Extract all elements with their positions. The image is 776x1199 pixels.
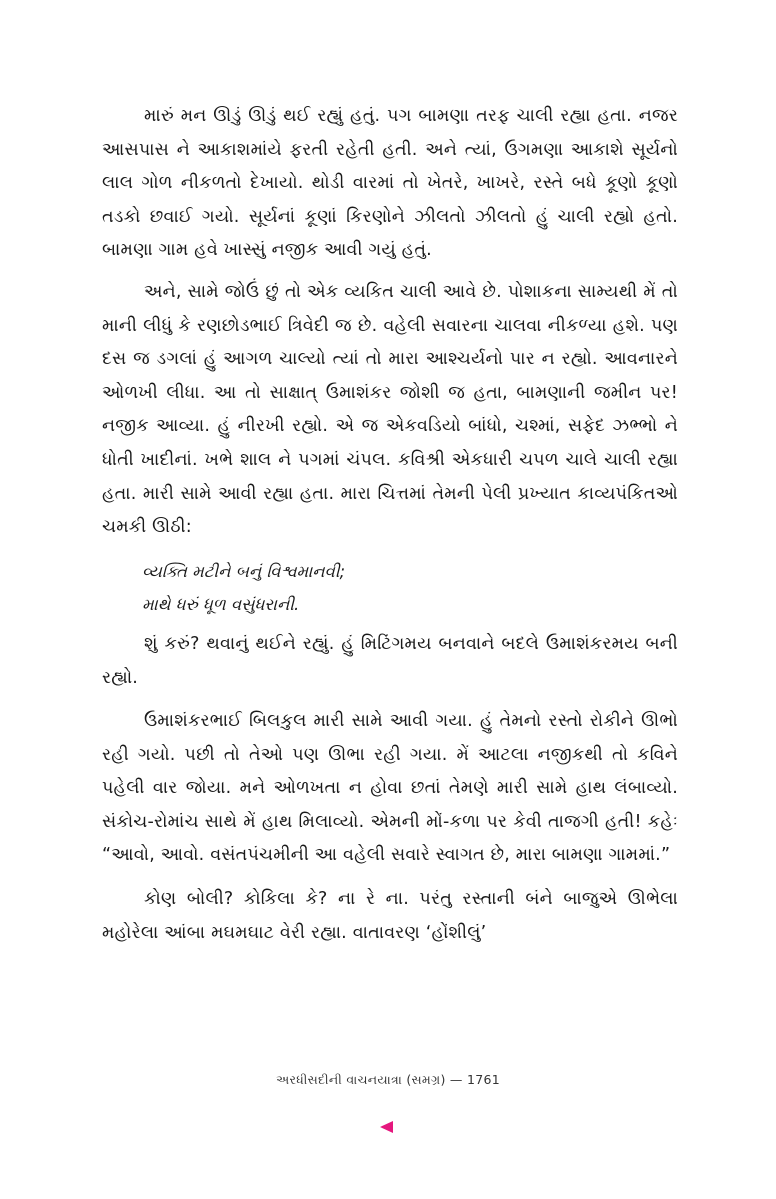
paragraph-1: મારું મન ઊડું ઊડું થઈ રહ્યું હતું. પગ બામણા તરફ ચાલી રહ્યા હતા. નજર આસપાસ ને આકાશમાંયે ફરતી રહેતી હતી. અને ત્યાં, ઉગમણા આકાશે સૂર્યનો લાલ ગોળ નીકળતો દેખાયો. થોડી વારમાં તો ખેતરે, ખાખરે, રસ્તે બધે કૂણો કૂણો તડકો છવાઈ ગયો. સૂર્યનાં કૂણાં કિરણોને ઝીલતો ઝીલતો હું ચાલી રહ્યો હતો. બામણા ગામ હવે ખાસ્સું નજીક આવી ગયું હતું. [102, 106, 678, 261]
verse-line-2: માથે ધરું ધૂળ વસુંધરાની. [142, 595, 300, 615]
verse-quote [102, 555, 678, 622]
previous-page-arrow-icon[interactable] [380, 1121, 393, 1133]
body-text [102, 100, 678, 950]
paragraph-4: ઉમાશંકરભાઈ બિલકુલ મારી સામે આવી ગયા. હું તેમનો રસ્તો રોકીને ઊભો રહી ગયો. પછી તો તેઓ પણ ઊભા રહી ગયા. મેં આટલા નજીકથી તો કવિને પહેલી વાર જોયા. મને ઓળખતા ન હોવા છતાં તેમણે મારી સામે હાથ લંબાવ્યો. સંકોચ-રોમાંચ સાથે મેં હાથ મિલાવ્યો. એમની મોં-કળા પર કેવી તાજગી હતી! કહેઃ “આવો, આવો. વસંતપંચમીની આ વહેલી સવારે સ્વાગત છે, મારા બામણા ગામમાં.” [102, 711, 678, 866]
paragraph-3: શું કરું? થવાનું થઈને રહ્યું. હું મિટિંગમય બનવાને બદલે ઉમાશંકરમય બની રહ્યો. [102, 633, 678, 688]
paragraph-2: અને, સામે જોઉં છું તો એક વ્યકિત ચાલી આવે છે. પોશાકના સામ્યથી મેં તો માની લીધું કે રણછોડભાઈ ત્રિવેદી જ છે. વહેલી સવારના ચાલવા નીકળ્યા હશે. પણ દસ જ ડગલાં હું આગળ ચાલ્યો ત્યાં તો મારા આશ્ચર્યનો પાર ન રહ્યો. આવનારને ઓળખી લીધા. આ તો સાક્ષાત્ ઉમાશંકર જોશી જ હતા, બામણાની જમીન પર! નજીક આવ્યા. હું નીરખી રહ્યો. એ જ એકવડિયો બાંધો, ચશ્માં, સફેદ ઝભ્ભો ને ધોતી ખાદીનાં. ખભે શાલ ને પગમાં ચંપલ. કવિશ્રી એકધારી ચપળ ચાલે ચાલી રહ્યા હતા. મારી સામે આવી રહ્યા હતા. મારા ચિત્તમાં તેમની પેલી પ્રખ્યાત કાવ્યપંકિતઓ ચમકી ઊઠી: [102, 281, 678, 538]
page-footer: અરધીસદીની વાચનયાત્રા (સમગ્ર) — 1761 [275, 1072, 501, 1087]
paragraph-5: કોણ બોલી? કોકિલા કે? ના રે ના. પરંતુ રસ્તાની બંને બાજુએ ઊભેલા મહોરેલા આંબા મઘમઘાટ વેરી રહ્યા. વાતાવરણ ‘હોંશીલું’ [102, 889, 678, 943]
verse-line-1: વ્યક્તિ મટીને બનું વિશ્વમાનવી; [142, 561, 346, 581]
